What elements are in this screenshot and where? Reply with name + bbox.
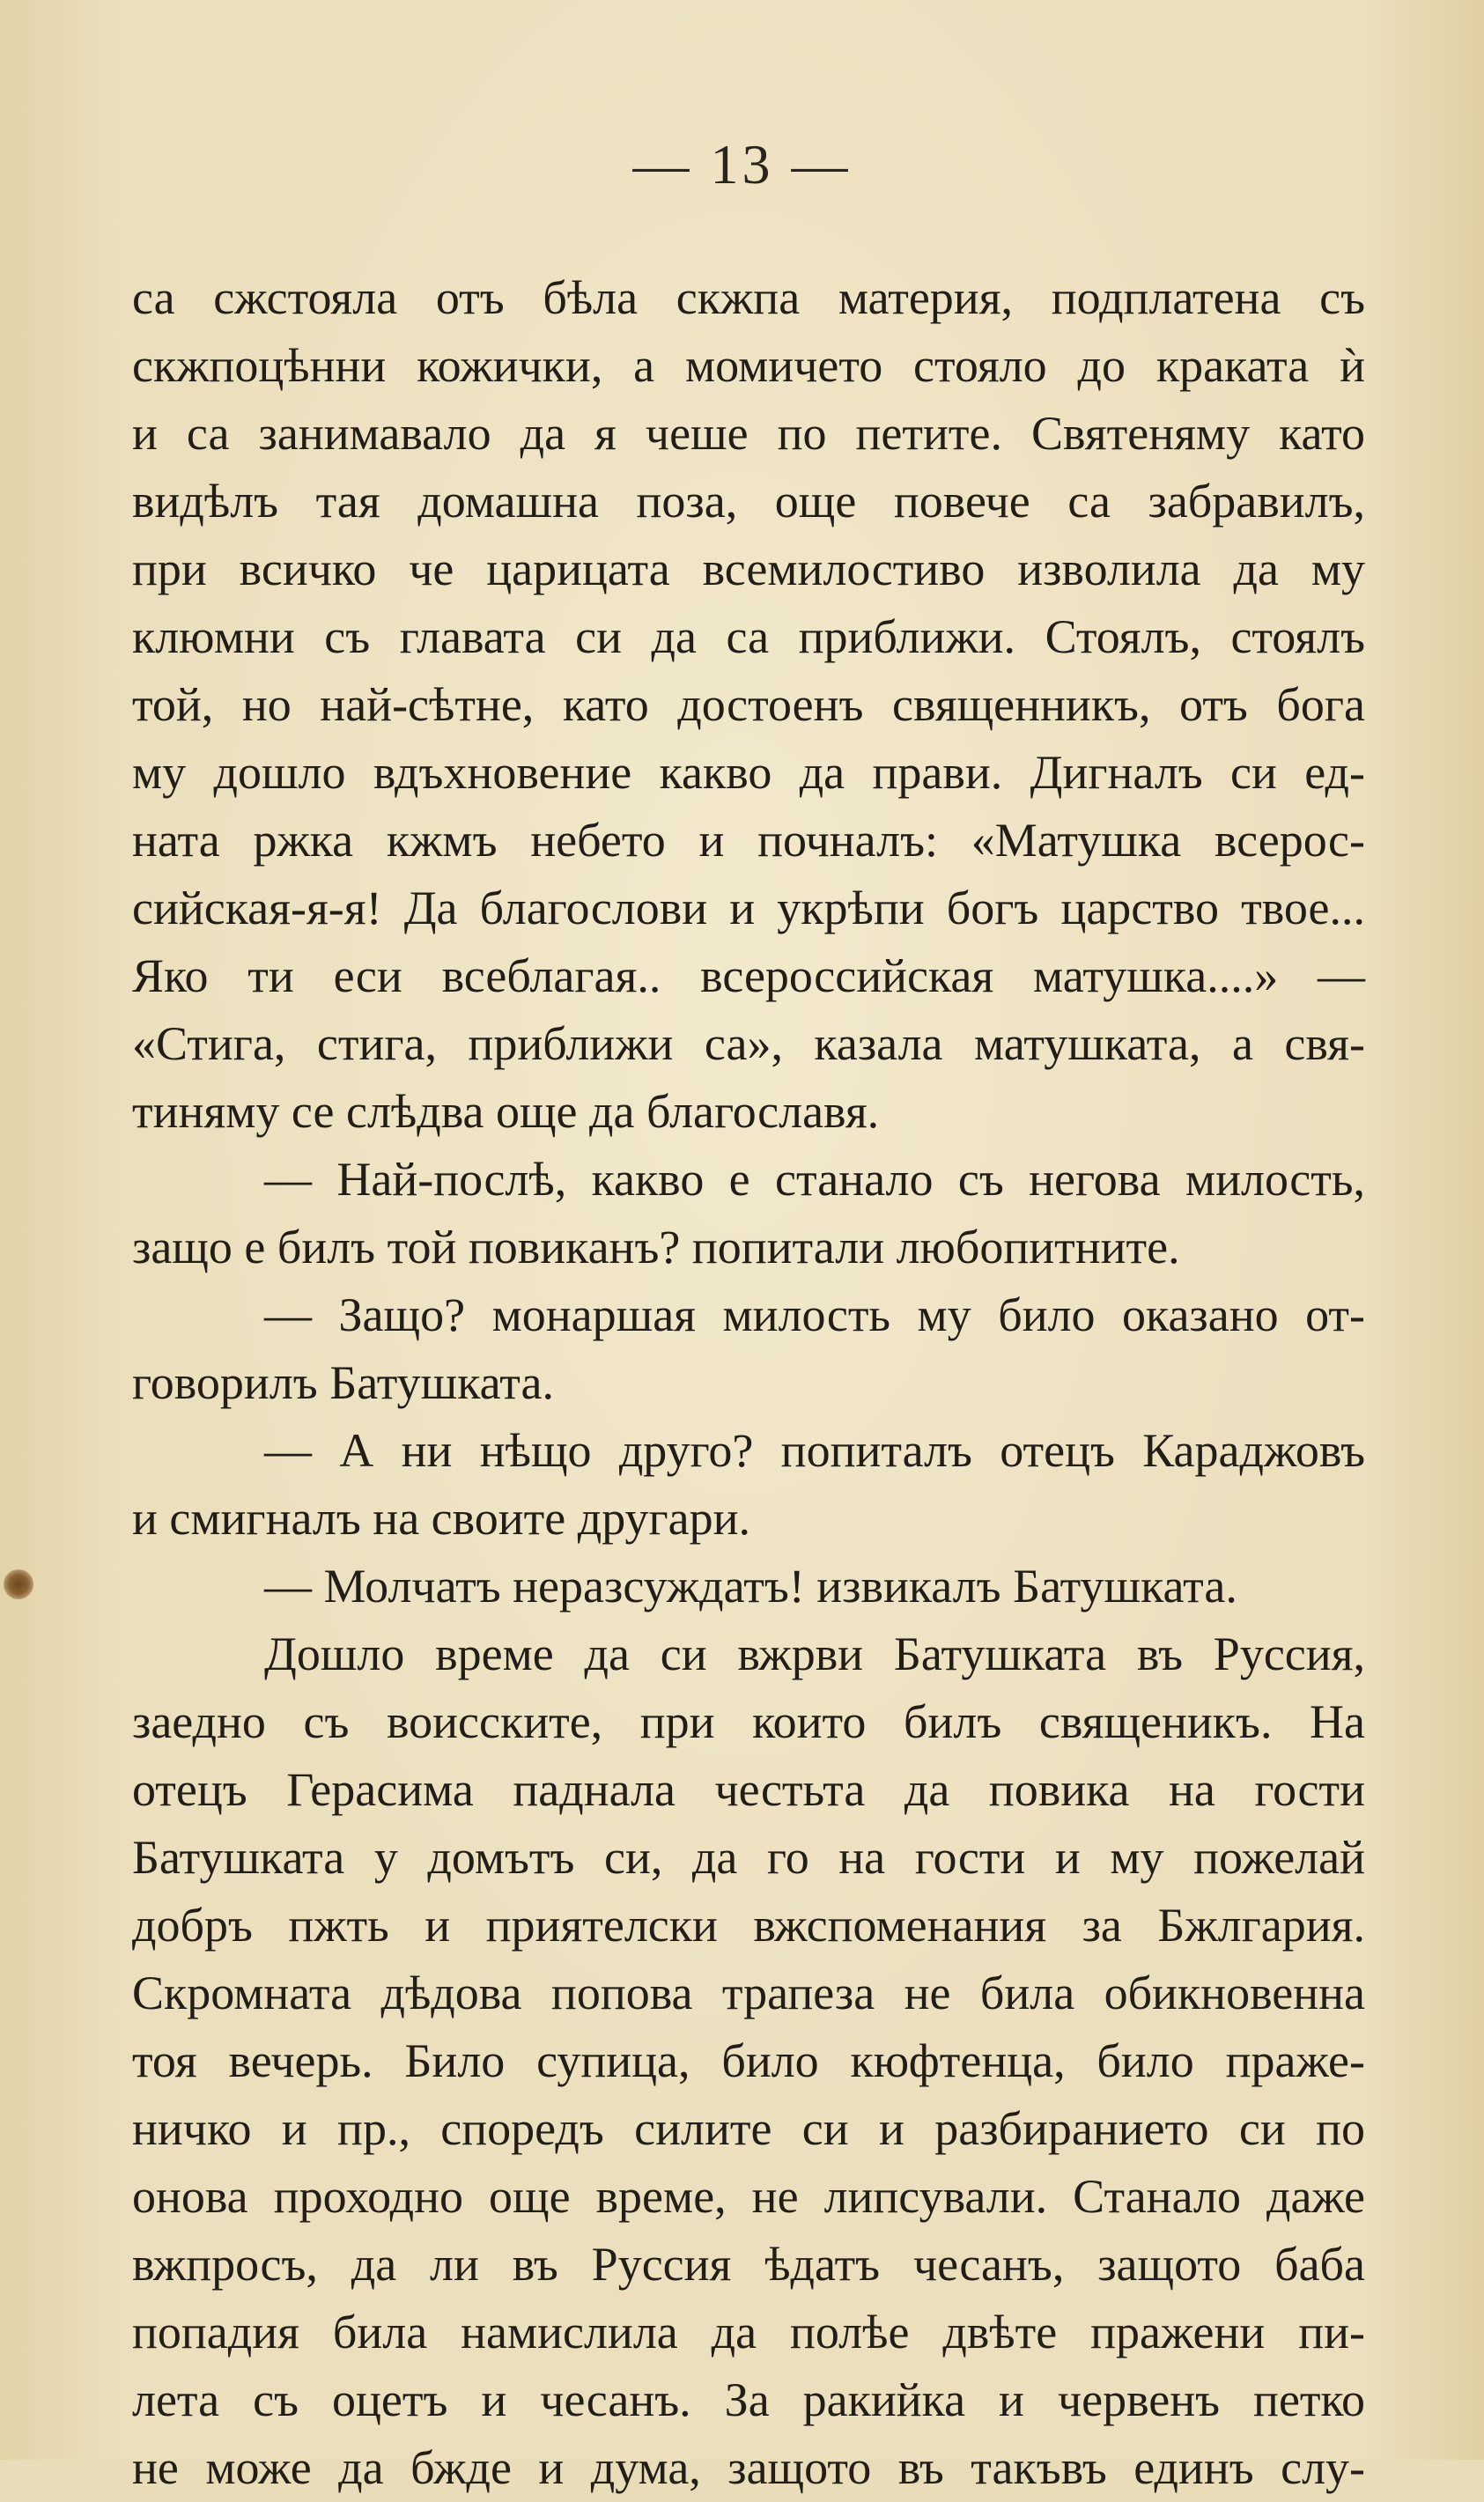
page-number: — 13 — [632,133,852,196]
text-line: и смигналъ на своите другари. [132,1492,750,1545]
text-line: при всичко че царицата всемилостиво изволила да му [132,542,1365,595]
text-line: отецъ Герасима паднала честьта да повика на гости [132,1763,1365,1816]
text-line: тоя вечерь. Било супица, било кюфтенца, било праже- [132,2034,1365,2087]
text-line: Скромната дѣдова попова трапеза не била обикновенна [132,1967,1365,2019]
text-line: вжпросъ, да ли въ Руссия ѣдатъ чесанъ, защото баба [132,2238,1365,2291]
text-line: Дошло време да си вжрви Батушката въ Руссия, [264,1627,1365,1680]
text-line: — Молчатъ неразсуждатъ! извикалъ Батушката. [264,1560,1237,1613]
text-line: заедно съ воисските, при които билъ священикъ. На [132,1695,1365,1748]
paper-stain [4,1569,33,1599]
text-line: клюмни съ главата си да са приближи. Стоялъ, стоялъ [132,610,1365,663]
text-line: видѣлъ тая домашна поза, още повече са забравилъ, [132,475,1365,528]
text-line: говорилъ Батушката. [132,1356,554,1409]
text-line: Яко ти еси всеблагая.. всероссийская матушка....» — [132,949,1365,1002]
text-line: Батушката у домътъ си, да го на гости и му пожелай [132,1831,1365,1884]
text-line: онова проходно още време, не липсували. Станало даже [132,2170,1365,2223]
text-line: и са занимавало да я чеше по петите. Святеняму като [132,407,1365,460]
text-line: му дошло вдъхновение какво да прави. Дигналъ си ед- [132,746,1365,799]
text-line: — Защо? монаршая милость му било оказано от- [264,1288,1365,1341]
text-line: защо е билъ той повиканъ? попитали любопитните. [132,1221,1180,1273]
text-line: са сжстояла отъ бѣла скжпа материя, подплатена съ [132,271,1365,324]
text-line: лета съ оцетъ и чесанъ. За ракийка и червенъ петко [132,2373,1365,2426]
text-line: — А ни нѣщо друго? попиталъ отецъ Караджовъ [264,1424,1365,1477]
text-line: — Най-послѣ, какво е станало съ негова милость, [264,1153,1365,1206]
body-text [132,264,1365,2502]
text-line: ничко и пр., споредъ силите си и разбиранието си по [132,2102,1365,2155]
text-line: тиняму се слѣдва още да благославя. [132,1085,880,1138]
text-line: «Стига, стига, приближи са», казала матушката, а свя- [132,1017,1365,1070]
text-line: скжпоцѣнни кожички, а момичето стояло до краката ѝ [132,339,1365,392]
text-line: не може да бжде и дума, защото въ такъвъ единъ слу- [132,2441,1365,2494]
text-line: той, но най-сѣтне, като достоенъ священникъ, отъ бога [132,678,1365,731]
text-line: сийская-я-я! Да благослови и укрѣпи богъ царство твое... [132,882,1365,934]
text-line: ната ржка кжмъ небето и почналъ: «Матушка всерос- [132,814,1365,867]
text-line: попадия била намислила да полѣе двѣте пражени пи- [132,2306,1365,2358]
text-line: добръ пжть и приятелски вжспоменания за Бжлгария. [132,1899,1365,1952]
